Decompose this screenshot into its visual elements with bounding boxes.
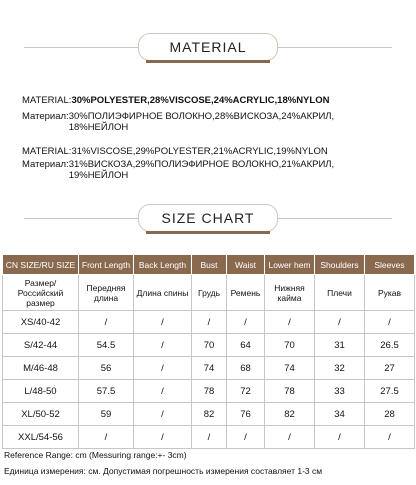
table-cell: 70 <box>192 334 227 357</box>
table-cell: / <box>79 311 134 334</box>
material-composition-2 <box>22 146 375 181</box>
table-cell: 56 <box>79 357 134 380</box>
table-row <box>3 334 415 357</box>
table-row <box>3 380 415 403</box>
header-ru-front-length: Передняя длина <box>79 275 134 311</box>
header-ru-shoulders: Плечи <box>315 275 365 311</box>
material-value-ru: 30%ПОЛИЭФИРНОЕ ВОЛОКНО,28%ВИСКОЗА,24%АКРИЛ, 18%НЕЙЛОН <box>68 111 335 133</box>
table-cell: 68 <box>227 357 265 380</box>
table-cell: / <box>315 311 365 334</box>
material-title-accent <box>146 60 270 63</box>
table-cell: / <box>134 426 192 449</box>
table-cell: 59 <box>79 403 134 426</box>
table-cell: / <box>192 426 227 449</box>
table-cell: 54.5 <box>79 334 134 357</box>
header-ru-lower-hem: Нижняя кайма <box>265 275 315 311</box>
material-label-en: MATERIAL: <box>22 95 72 106</box>
table-cell: / <box>365 311 415 334</box>
table-cell: 31 <box>315 334 365 357</box>
header-bust: Bust <box>192 255 227 275</box>
table-cell: / <box>265 426 315 449</box>
size-cell: S/42-44 <box>3 334 79 357</box>
header-ru-bust: Грудь <box>192 275 227 311</box>
table-cell: / <box>365 426 415 449</box>
size-cell: L/48-50 <box>3 380 79 403</box>
table-cell: 82 <box>192 403 227 426</box>
material-label-en: MATERIAL: <box>22 146 72 157</box>
table-row <box>3 357 415 380</box>
table-cell: / <box>265 311 315 334</box>
table-cell: 76 <box>227 403 265 426</box>
material-label-ru: Материал: <box>22 159 69 170</box>
size-cell: M/46-48 <box>3 357 79 380</box>
table-cell: 78 <box>192 380 227 403</box>
table-cell: / <box>134 403 192 426</box>
table-cell: 74 <box>192 357 227 380</box>
header-row-en <box>3 255 415 275</box>
table-row <box>3 403 415 426</box>
header-ru-back-length: Длина спины <box>134 275 192 311</box>
measurement-note-en: Reference Range: cm (Messuring range:+- 3cm) <box>4 450 187 460</box>
size-chart-title: SIZE CHART <box>161 210 255 226</box>
size-chart-table <box>2 254 415 449</box>
table-row <box>3 426 415 449</box>
table-cell: 27 <box>365 357 415 380</box>
material-label-ru: Материал: <box>22 111 69 122</box>
material-composition-1 <box>22 95 365 133</box>
header-ru-size: Размер/Российский размер <box>3 275 79 311</box>
size-cell: XS/40-42 <box>3 311 79 334</box>
material-value-en: 30%POLYESTER,28%VISCOSE,24%ACRYLIC,18%NYLON <box>71 95 330 106</box>
table-cell: / <box>227 311 265 334</box>
header-front-length: Front Length <box>79 255 134 275</box>
table-cell: 33 <box>315 380 365 403</box>
table-cell: / <box>192 311 227 334</box>
header-size: CN SIZE/RU SIZE <box>3 255 79 275</box>
header-waist: Waist <box>227 255 265 275</box>
header-ru-sleeves: Рукав <box>365 275 415 311</box>
table-cell: 74 <box>265 357 315 380</box>
table-cell: 72 <box>227 380 265 403</box>
table-cell: 26.5 <box>365 334 415 357</box>
size-chart-title-accent <box>146 231 270 234</box>
table-cell: / <box>79 426 134 449</box>
material-value-en: 31%VISCOSE,29%POLYESTER,21%ACRYLIC,19%NYLON <box>71 146 328 157</box>
material-title-pill <box>138 33 278 61</box>
table-cell: 82 <box>265 403 315 426</box>
table-cell: / <box>315 426 365 449</box>
table-cell: 78 <box>265 380 315 403</box>
size-cell: XXL/54-56 <box>3 426 79 449</box>
table-cell: 57.5 <box>79 380 134 403</box>
material-title: MATERIAL <box>169 39 247 55</box>
header-back-length: Back Length <box>134 255 192 275</box>
table-cell: / <box>227 426 265 449</box>
measurement-note-ru: Единица измерения: см. Допустимая погрешность измерения составляет 1-3 см <box>4 466 323 476</box>
header-shoulders: Shoulders <box>315 255 365 275</box>
table-row <box>3 311 415 334</box>
table-cell: / <box>134 357 192 380</box>
table-cell: 28 <box>365 403 415 426</box>
size-chart-title-pill <box>138 204 278 232</box>
header-lower-hem: Lower hem <box>265 255 315 275</box>
table-cell: 32 <box>315 357 365 380</box>
table-cell: / <box>134 334 192 357</box>
header-row-ru <box>3 275 415 311</box>
table-cell: 64 <box>227 334 265 357</box>
table-cell: / <box>134 380 192 403</box>
size-cell: XL/50-52 <box>3 403 79 426</box>
header-ru-waist: Ремень <box>227 275 265 311</box>
table-cell: 70 <box>265 334 315 357</box>
table-cell: 34 <box>315 403 365 426</box>
table-cell: / <box>134 311 192 334</box>
table-cell: 27.5 <box>365 380 415 403</box>
material-value-ru: 31%ВИСКОЗА,29%ПОЛИЭФИРНОЕ ВОЛОКНО,21%АКРИЛ, 19%НЕЙЛОН <box>68 159 335 181</box>
header-sleeves: Sleeves <box>365 255 415 275</box>
